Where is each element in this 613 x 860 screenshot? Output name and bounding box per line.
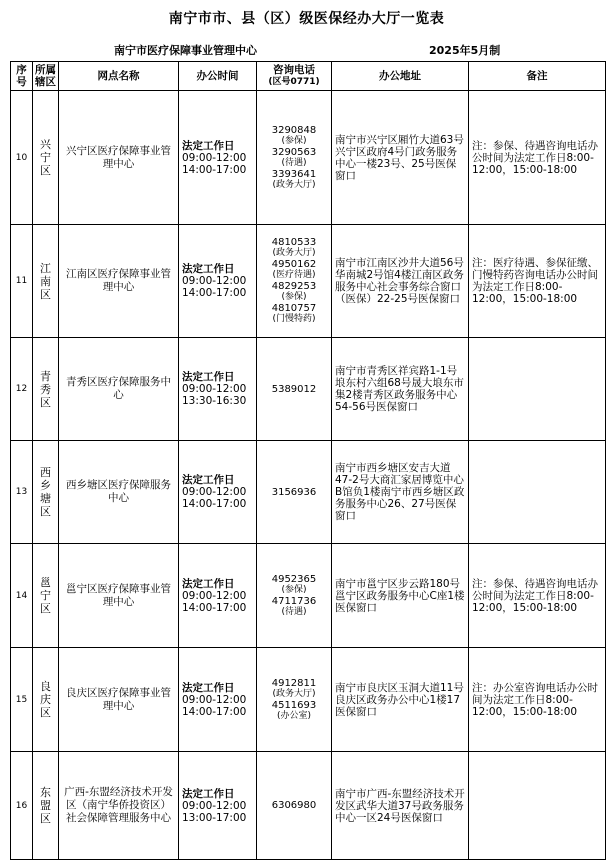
hours-range: 09:00-12:00 <box>182 151 247 164</box>
district-cell: 兴 宁 区 <box>33 91 59 225</box>
page-title: 南宁市市、县（区）级医保经办大厅一览表 <box>168 11 445 27</box>
phone-number: 4912811 <box>271 677 317 689</box>
row-number: 15 <box>11 648 33 752</box>
table-row <box>11 544 606 648</box>
remark-cell: 注：办公室咨询电话办公时间为法定工作日8:00-12:00，15:00-18:00 <box>469 648 606 752</box>
office-hours <box>179 648 257 752</box>
phone-note: (门慢特药) <box>272 314 316 324</box>
phone-note: (医疗待遇) <box>272 270 316 280</box>
table-row <box>11 91 606 225</box>
phone-number: 4711736 <box>271 595 317 607</box>
office-hours <box>179 91 257 225</box>
hours-range: 14:00-17:00 <box>182 498 247 510</box>
hours-label: 法定工作日 <box>182 371 235 383</box>
table-row <box>11 752 606 860</box>
organization-label: 南宁市医疗保障事业管理中心 <box>114 44 257 57</box>
phone-note: (政务大厅) <box>272 179 316 190</box>
office-address: 南宁市邕宁区步云路180号邕宁区政务服务中心C座1楼医保窗口 <box>332 544 469 648</box>
table-row <box>11 441 606 544</box>
phone-number: 4810757 <box>271 303 317 314</box>
hours-range: 13:00-17:00 <box>182 811 247 824</box>
district-cell: 邕 宁 区 <box>33 544 59 648</box>
office-name: 西乡塘区医疗保障服务中心 <box>59 441 179 544</box>
phone-number: 5389012 <box>271 383 317 395</box>
row-number: 12 <box>11 338 33 441</box>
office-name: 青秀区医疗保障服务中心 <box>59 338 179 441</box>
phone-number: 4950162 <box>271 259 317 270</box>
office-address: 南宁市青秀区祥宾路1-1号埌东村六组68号晟大埌东市集2楼青秀区政务服务中心54-56号医保窗口 <box>332 338 469 441</box>
hours-range: 14:00-17:00 <box>182 705 247 718</box>
office-name: 广西-东盟经济技术开发区（南宁华侨投资区）社会保障管理服务中心 <box>59 752 179 860</box>
row-number: 11 <box>11 225 33 338</box>
hours-range: 09:00-12:00 <box>182 275 247 287</box>
phone-note: (政务大厅) <box>272 248 316 258</box>
phone-note: (参保) <box>281 135 307 146</box>
office-address: 南宁市西乡塘区安吉大道47-2号大商汇家居博览中心B馆负1楼南宁市西乡塘区政务服务中心26、27号医保窗口 <box>332 441 469 544</box>
hours-label: 法定工作日 <box>182 577 235 590</box>
hours-label: 法定工作日 <box>182 474 235 486</box>
header-district: 所属辖区 <box>33 62 59 91</box>
row-number: 13 <box>11 441 33 544</box>
district-cell: 青 秀 区 <box>33 338 59 441</box>
phone-cell <box>257 752 332 860</box>
office-name: 良庆区医疗保障事业管理中心 <box>59 648 179 752</box>
phone-number: 3156936 <box>271 486 317 498</box>
hours-label: 法定工作日 <box>182 139 235 152</box>
header-phone <box>257 62 332 91</box>
office-address: 南宁市广西-东盟经济技术开发区武华大道37号政务服务中心一区24号医保窗口 <box>332 752 469 860</box>
header-name: 网点名称 <box>59 62 179 91</box>
table-row <box>11 225 606 338</box>
office-hours <box>179 225 257 338</box>
office-hours <box>179 544 257 648</box>
phone-number: 3290563 <box>271 146 317 158</box>
office-name: 兴宁区医疗保障事业管理中心 <box>59 91 179 225</box>
remark-cell: 注：参保、待遇咨询电话办公时间为法定工作日8:00-12:00，15:00-18:00 <box>469 91 606 225</box>
phone-number: 4810533 <box>271 237 317 248</box>
office-hours <box>179 441 257 544</box>
header-phone-label: 咨询电话 <box>273 64 315 76</box>
hours-range: 14:00-17:00 <box>182 601 247 614</box>
hours-label: 法定工作日 <box>182 681 235 694</box>
phone-number: 3290848 <box>271 124 317 136</box>
remark-cell <box>469 338 606 441</box>
district-cell: 江 南 区 <box>33 225 59 338</box>
row-number: 16 <box>11 752 33 860</box>
district-cell: 东 盟 区 <box>33 752 59 860</box>
hours-range: 09:00-12:00 <box>182 383 247 395</box>
remark-cell: 注：参保、待遇咨询电话办公时间为法定工作日8:00-12:00，15:00-18:00 <box>469 544 606 648</box>
header-remark: 备注 <box>469 62 606 91</box>
remark-cell <box>469 441 606 544</box>
header-phone-area: (区号0771) <box>268 77 320 87</box>
office-name: 邕宁区医疗保障事业管理中心 <box>59 544 179 648</box>
phone-cell <box>257 441 332 544</box>
row-number: 14 <box>11 544 33 648</box>
date-label: 2025年5月制 <box>429 44 501 57</box>
hours-label: 法定工作日 <box>182 787 235 800</box>
office-address: 南宁市江南区沙井大道56号华南城2号馆4楼江南区政务服务中心社会事务综合窗口（医保）22-25号医保窗口 <box>332 225 469 338</box>
hours-range: 09:00-12:00 <box>182 486 247 498</box>
phone-cell <box>257 338 332 441</box>
phone-note: (政务大厅) <box>272 688 316 699</box>
hours-range: 14:00-17:00 <box>182 163 247 176</box>
remark-cell: 注：医疗待遇、参保征缴、门慢特药咨询电话办公时间为法定工作日8:00-12:00，15:00-18:00 <box>469 225 606 338</box>
header-hours: 办公时间 <box>179 62 257 91</box>
phone-note: (待遇) <box>281 606 307 617</box>
district-cell: 良 庆 区 <box>33 648 59 752</box>
phone-note: (待遇) <box>281 157 307 168</box>
phone-note: (办公室) <box>276 710 312 721</box>
header-no: 序号 <box>11 62 33 91</box>
phone-note: (参保) <box>281 584 307 595</box>
hours-range: 09:00-12:00 <box>182 693 247 706</box>
phone-cell <box>257 648 332 752</box>
table-header-row <box>11 62 606 91</box>
phone-cell <box>257 544 332 648</box>
phone-number: 3393641 <box>271 168 317 180</box>
table-row <box>11 338 606 441</box>
district-cell: 西 乡 塘 区 <box>33 441 59 544</box>
hours-range: 13:30-16:30 <box>182 395 247 407</box>
row-number: 10 <box>11 91 33 225</box>
hours-range: 09:00-12:00 <box>182 589 247 602</box>
hours-range: 14:00-17:00 <box>182 287 247 299</box>
office-hours <box>179 752 257 860</box>
phone-cell <box>257 91 332 225</box>
header-address: 办公地址 <box>332 62 469 91</box>
phone-number: 4511693 <box>271 699 317 711</box>
phone-number: 6306980 <box>271 800 317 811</box>
office-address: 南宁市兴宁区厢竹大道63号兴宁区政府4号门政务服务中心一楼23号、25号医保窗口 <box>332 91 469 225</box>
service-hall-table <box>10 61 606 860</box>
office-name: 江南区医疗保障事业管理中心 <box>59 225 179 338</box>
phone-note: (参保) <box>281 292 307 302</box>
office-hours <box>179 338 257 441</box>
office-address: 南宁市良庆区玉洞大道11号良庆区政务办公中心1楼17医保窗口 <box>332 648 469 752</box>
phone-number: 4829253 <box>271 281 317 292</box>
phone-cell <box>257 225 332 338</box>
hours-label: 法定工作日 <box>182 263 235 275</box>
phone-number: 4952365 <box>271 573 317 585</box>
hours-range: 09:00-12:00 <box>182 799 247 812</box>
table-row <box>11 648 606 752</box>
remark-cell <box>469 752 606 860</box>
